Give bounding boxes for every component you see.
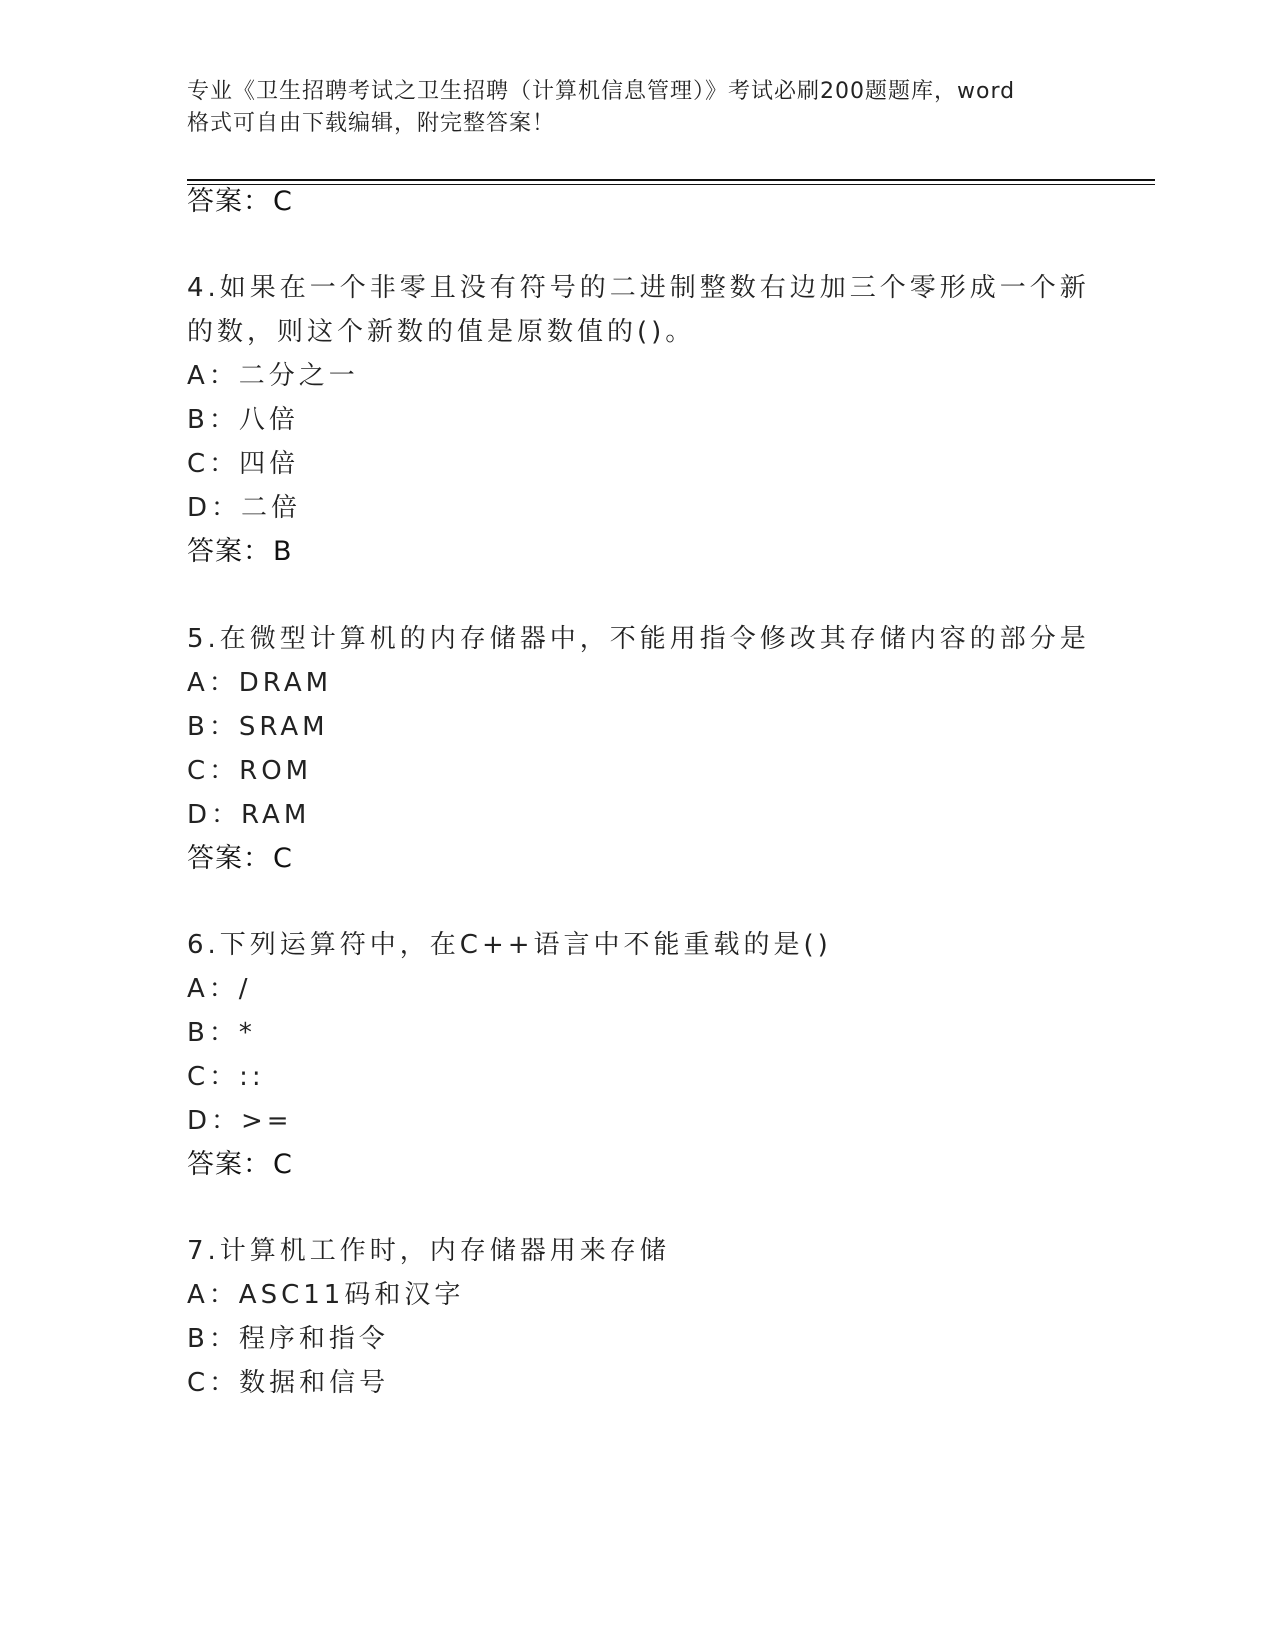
option-c: C：:: [187, 1062, 265, 1092]
option-d: D：RAM [187, 800, 311, 830]
answer-line: 答案：B [187, 536, 293, 567]
question-4-text-cont: 的数，则这个新数的值是原数值的()。 [187, 317, 696, 347]
option-a: A：二分之一 [187, 361, 359, 391]
option-b: B：程序和指令 [187, 1324, 389, 1354]
header-line-1: 专业《卫生招聘考试之卫生招聘（计算机信息管理）》考试必刷200题题库，word [187, 79, 1016, 104]
question-7-text: 7.计算机工作时，内存储器用来存储 [187, 1236, 670, 1266]
option-b: B：SRAM [187, 712, 329, 742]
option-c: C：数据和信号 [187, 1368, 390, 1398]
option-b: B：* [187, 1018, 256, 1048]
question-6-text: 6.下列运算符中，在C++语言中不能重载的是() [187, 930, 832, 960]
question-5-text: 5.在微型计算机的内存储器中，不能用指令修改其存储内容的部分是 [187, 624, 1090, 654]
answer-line: 答案：C [187, 186, 293, 217]
question-4-text: 4.如果在一个非零且没有符号的二进制整数右边加三个零形成一个新 [187, 273, 1090, 303]
option-c: C：四倍 [187, 449, 300, 479]
answer-line: 答案：C [187, 1149, 293, 1180]
header-divider-thin [187, 184, 1155, 185]
option-d: D：>= [187, 1106, 293, 1136]
option-a: A：DRAM [187, 668, 333, 698]
option-a: A：ASC11码和汉字 [187, 1280, 465, 1310]
option-a: A：/ [187, 974, 252, 1004]
answer-line: 答案：C [187, 843, 293, 874]
option-c: C：ROM [187, 756, 313, 786]
option-d: D：二倍 [187, 493, 302, 523]
header-divider-thick [187, 179, 1155, 181]
header-line-2: 格式可自由下载编辑，附完整答案！ [187, 111, 556, 136]
document-header [187, 76, 1087, 140]
option-b: B：八倍 [187, 405, 299, 435]
